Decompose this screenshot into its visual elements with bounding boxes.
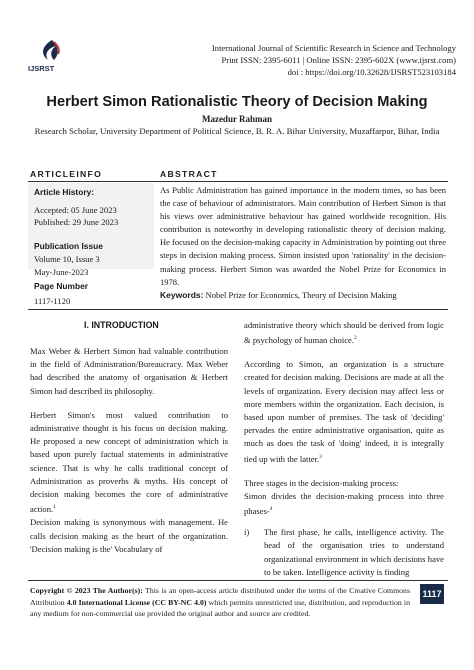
paper-title: Herbert Simon Rationalistic Theory of Decision Making <box>46 94 428 110</box>
keywords-label: Keywords: <box>160 289 204 300</box>
license-link[interactable]: 4.0 International License (CC BY-NC 4.0) <box>66 597 207 607</box>
author-name: Mazedur Rahman <box>201 114 273 124</box>
published-date: Published: 29 June 2023 <box>34 217 119 227</box>
copyright-notice: Copyright © 2023 The Author(s): This is an open-access article distributed under the terms of the Creative Commons Attribution 4.0 International License (CC BY-NC 4.0) which permits unrestricted use, distribution, and reproduction in any medium for non-commercial use provided the original author and source are credited. <box>30 586 410 618</box>
right-paragraph-4: Simon divides the decision-making process into three phases-$^4$ <box>244 490 444 517</box>
right-paragraph-1: administrative theory which should be derived from logic & psychology of human choice.$^2$ <box>244 320 444 346</box>
left-column <box>30 345 228 556</box>
abstract-text: As Public Administration has gained importance in the modern times, so has been the case of behaviour of administrators. Main contribution of Herbert Simon is that his views over administrative behaviour has gained worldwide recognition. His contribution is noteworthy in developing rationalistic theory of decision making. He focused on the decision-making capacity in Administration by pointing out three steps in decision making process. Simon insisted upon 'rationality' in the decision-making process. Herbert Simon was awarded the Nobel Prize for Economics in 1978. <box>160 185 446 287</box>
info-top-rule <box>28 181 448 182</box>
footnote-ref: 1 <box>53 504 56 511</box>
author-affiliation: Research Scholar, University Department of Political Science, B. R. A. Bihar University, Muzaffarpur, Bihar, India <box>34 126 440 136</box>
intro-paragraph-2: Herbert Simon's most valued contribution to administrative thought is his focus on decision making. He proposed a new concept of administration which is based upon purely factual statements in administrative science. That is why he calls traditional concept of Administration as proverbs & myths. His concept of decision making becomes the core of administrative action.$^1$ <box>30 409 228 515</box>
stages-heading: Three stages in the decision-making process: <box>244 477 399 488</box>
accepted-date: Accepted: 05 June 2023 <box>34 205 117 215</box>
logo-text: IJSRST <box>28 64 55 73</box>
journal-doi[interactable]: doi : https://doi.org/10.32628/IJSRST523103184 <box>287 67 456 77</box>
article-info-heading: ARTICLEINFO <box>30 169 103 179</box>
right-paragraph-2: According to Simon, an organization is a structure created for decision making. Decisions are made at all the levels of organization. Every decision may affect less or more members within the organization. Each decision, is based upon number of premises. The task of 'deciding' pervades the entire administrative organisation, quite as much as does the task of 'doing' indeed, it is integrally tied up with the latter.$^3$ <box>244 359 444 464</box>
publication-issue-label: Publication Issue <box>34 241 103 251</box>
page-number-label: Page Number <box>34 281 88 291</box>
footnote-ref: 3 <box>319 453 322 460</box>
copyright-label: Copyright © 2023 The Author(s): <box>30 586 143 595</box>
keywords-text: Nobel Prize for Economics, Theory of Decision Making <box>205 289 397 300</box>
intro-paragraph-3: Decision making is synonymous with management. He calls decision making as the heart of the organization. 'Decision making is the' Vocabulary of <box>30 517 228 554</box>
footnote-ref: 4 <box>269 506 273 513</box>
introduction-heading: I. INTRODUCTION <box>84 320 159 330</box>
abstract-heading: ABSTRACT <box>160 169 218 179</box>
phase-list-item <box>244 526 444 579</box>
article-history-label: Article History: <box>34 187 95 197</box>
volume-issue: Volume 10, Issue 3 <box>34 254 100 264</box>
page-number-badge: 1117 <box>420 584 444 604</box>
right-column <box>244 319 444 579</box>
page-range: 1117-1120 <box>34 296 71 306</box>
issue-months: May-June-2023 <box>34 267 89 277</box>
list-marker: i) <box>244 527 250 538</box>
abstract-body <box>160 184 446 302</box>
info-bottom-rule <box>28 309 448 310</box>
footnote-ref: 2 <box>354 335 357 342</box>
journal-name: International Journal of Scientific Research in Science and Technology <box>211 43 456 53</box>
journal-issn: Print ISSN: 2395-6011 | Online ISSN: 2395-602X (www.ijsrst.com) <box>221 55 456 65</box>
list-item-text: The first phase, he calls, intelligence activity. The head of the organisation tries to understand organizational environment in which decisions have to be taken. Intelligence activity is finding <box>264 527 444 577</box>
footer-rule <box>28 580 448 581</box>
intro-paragraph-1: Max Weber & Herbert Simon had valuable contribution in the field of Administration/Bureaucracy. Max Weber had described the anatomy of organisation & Herbert Simon had described its philosophy. <box>30 346 228 396</box>
